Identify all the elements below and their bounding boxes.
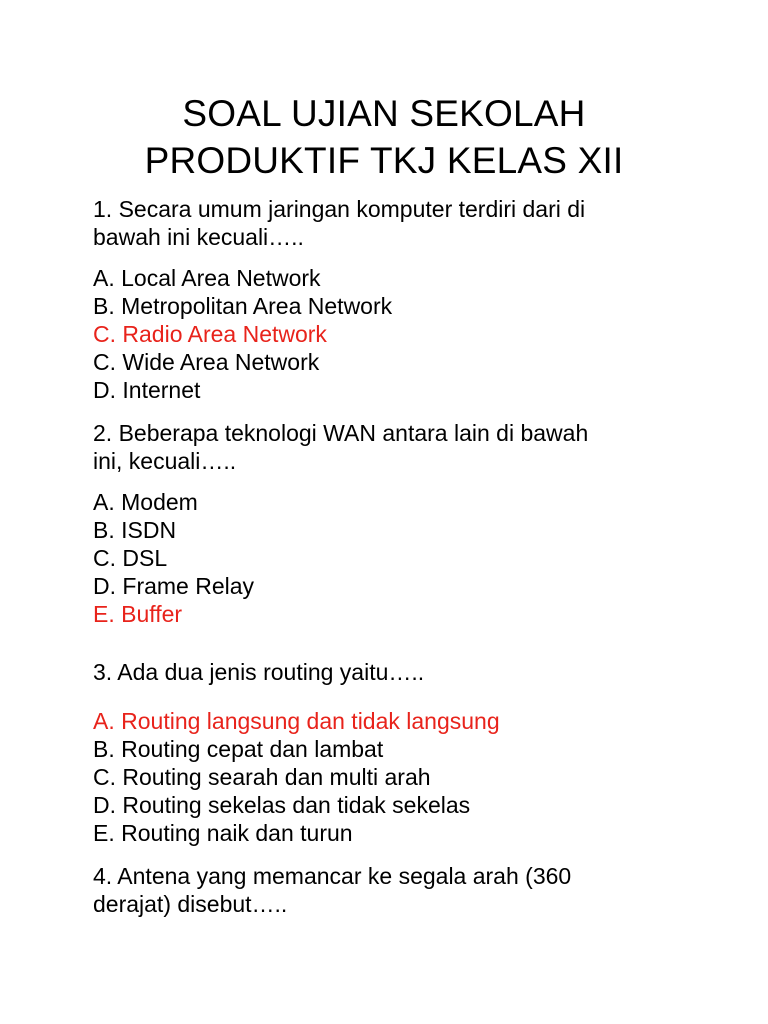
answer-option: D. Internet (93, 377, 201, 403)
question-text-line: 2. Beberapa teknologi WAN antara lain di bawah (93, 420, 589, 446)
question-3 (93, 658, 733, 847)
question-text-line: 3. Ada dua jenis routing yaitu….. (93, 659, 425, 685)
answer-option-correct: E. Buffer (93, 601, 183, 627)
document-title (0, 90, 768, 184)
answer-option: C. DSL (93, 545, 168, 571)
question-text-line: 4. Antena yang memancar ke segala arah (360 (93, 863, 572, 889)
question-text-line: bawah ini kecuali….. (93, 224, 304, 250)
answer-option: B. ISDN (93, 517, 177, 543)
answer-option-correct: A. Routing langsung dan tidak langsung (93, 708, 500, 734)
question-text-line: derajat) disebut….. (93, 891, 288, 917)
question-2 (93, 419, 733, 628)
answer-option-correct: C. Radio Area Network (93, 321, 327, 347)
question-list (93, 195, 733, 933)
question-text-line: ini, kecuali….. (93, 448, 237, 474)
answer-option: A. Modem (93, 489, 198, 515)
answer-option: D. Routing sekelas dan tidak sekelas (93, 792, 471, 818)
answer-options (93, 264, 733, 404)
question-1 (93, 195, 733, 404)
question-text (93, 862, 733, 918)
question-text (93, 658, 733, 686)
question-4 (93, 862, 733, 918)
answer-option: C. Wide Area Network (93, 349, 320, 375)
answer-option: B. Routing cepat dan lambat (93, 736, 384, 762)
answer-option: C. Routing searah dan multi arah (93, 764, 431, 790)
question-text (93, 419, 733, 475)
question-text (93, 195, 733, 251)
answer-options (93, 488, 733, 628)
answer-option: E. Routing naik dan turun (93, 820, 353, 846)
answer-options (93, 707, 733, 847)
answer-option: D. Frame Relay (93, 573, 255, 599)
title-line-2: PRODUKTIF TKJ KELAS XII (144, 140, 624, 181)
question-text-line: 1. Secara umum jaringan komputer terdiri dari di (93, 196, 586, 222)
title-line-1: SOAL UJIAN SEKOLAH (182, 93, 586, 134)
answer-option: B. Metropolitan Area Network (93, 293, 393, 319)
answer-option: A. Local Area Network (93, 265, 321, 291)
